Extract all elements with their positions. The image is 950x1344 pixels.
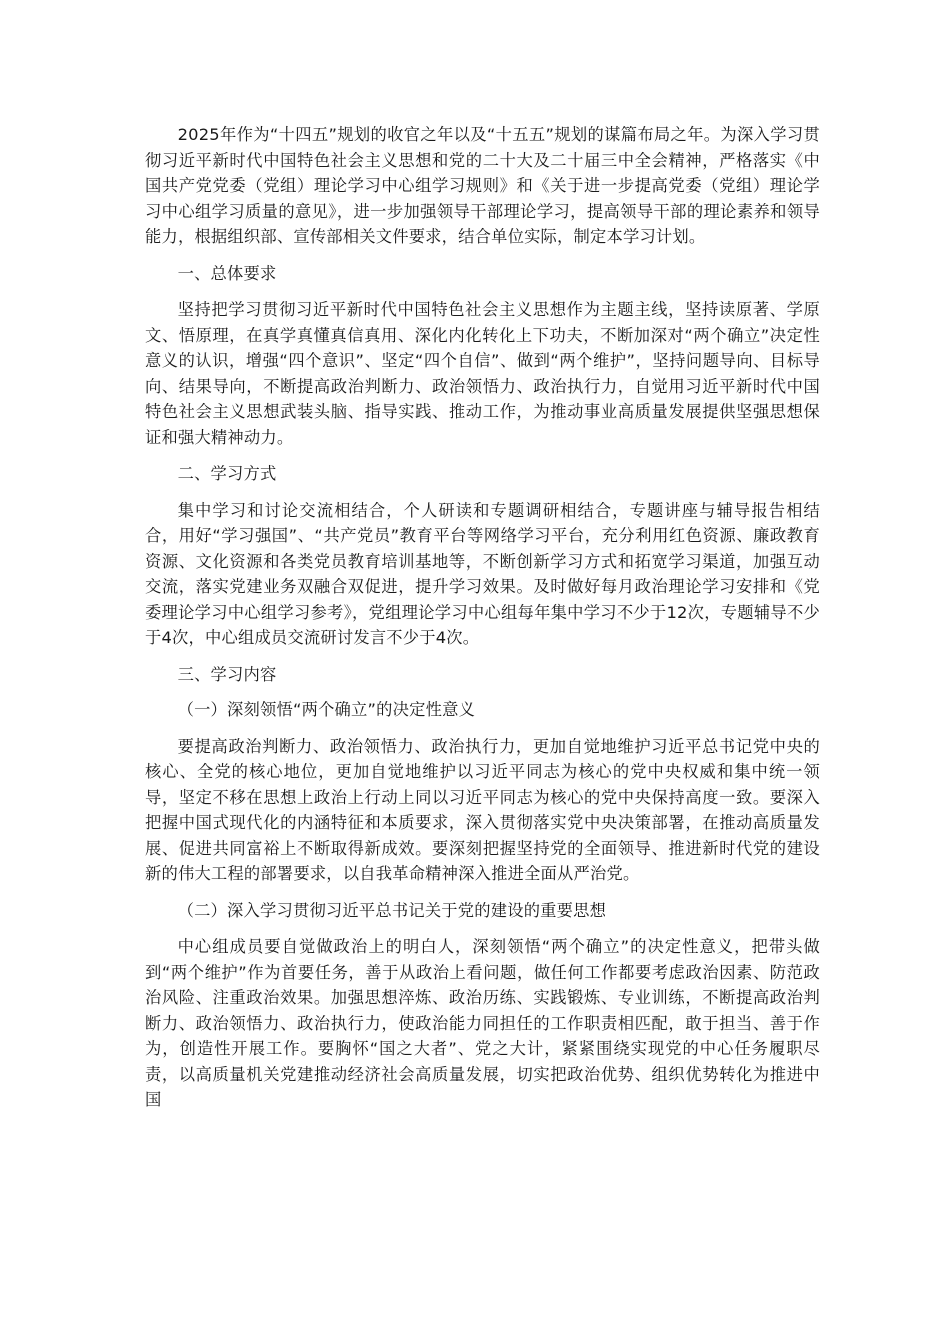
subsection-1-paragraph: 要提高政治判断力、政治领悟力、政治执行力，更加自觉地维护习近平总书记党中央的核心、全党的核心地位，更加自觉地维护以习近平同志为核心的党中央权威和集中统一领导，坚定不移在思想上政治上行动上同以习近平同志为核心的党中央保持高度一致。要深入把握中国式现代化的内涵特征和本质要求，深入贯彻落实党中央决策部署，在推动高质量发展、促进共同富裕上不断取得新成效。要深刻把握坚持党的全面领导、推进新时代党的建设新的伟大工程的部署要求，以自我革命精神深入推进全面从严治党。	[145, 736, 820, 883]
subsection-1-heading: （一）深刻领悟“两个确立”的决定性意义	[177, 700, 476, 719]
section-2-heading: 二、学习方式	[177, 464, 277, 483]
document-body	[145, 122, 820, 1113]
section-3-heading: 三、学习内容	[177, 664, 277, 684]
section-2-paragraph: 集中学习和讨论交流相结合，个人研读和专题调研相结合，专题讲座与辅导报告相结合，用好“学习强国”、“共产党员”教育平台等网络学习平台，充分利用红色资源、廉政教育资源、文化资源和各类党员教育培训基地等，不断创新学习方式和拓宽学习渠道，加强互动交流，落实党建业务双融合双促进，提升学习效果。及时做好每月政治理论学习安排和《党委理论学习中心组学习参考》，党组理论学习中心组每年集中学习不少于12次，专题辅导不少于4次，中心组成员交流研讨发言不少于4次。	[145, 500, 820, 647]
section-1-paragraph: 坚持把学习贯彻习近平新时代中国特色社会主义思想作为主题主线，坚持读原著、学原文、悟原理，在真学真懂真信真用、深化内化转化上下功夫，不断加深对“两个确立”决定性意义的认识，增强“四个意识”、坚定“四个自信”、做到“两个维护”，坚持问题导向、目标导向、结果导向，不断提高政治判断力、政治领悟力、政治执行力，自觉用习近平新时代中国特色社会主义思想武装头脑、指导实践、推动工作，为推动事业高质量发展提供坚强思想保证和强大精神动力。	[145, 300, 820, 447]
section-1-heading: 一、总体要求	[177, 263, 277, 283]
subsection-2-heading: （二）深入学习贯彻习近平总书记关于党的建设的重要思想	[177, 900, 607, 920]
subsection-2-paragraph: 中心组成员要自觉做政治上的明白人，深刻领悟“两个确立”的决定性意义，把带头做到“两个维护”作为首要任务，善于从政治上看问题，做任何工作都要考虑政治因素、防范政治风险、注重政治效果。加强思想淬炼、政治历练、实践锻炼、专业训练，不断提高政治判断力、政治领悟力、政治执行力，使政治能力同担任的工作职责相匹配，敢于担当、善于作为，创造性开展工作。要胸怀“国之大者”、党之大计，紧紧围绕实现党的中心任务履职尽责，以高质量机关党建推动经济社会高质量发展，切实把政治优势、组织优势转化为推进中国	[145, 937, 820, 1109]
intro-paragraph: 2025年作为“十四五”规划的收官之年以及“十五五”规划的谋篇布局之年。为深入学习贯彻习近平新时代中国特色社会主义思想和党的二十大及二十届三中全会精神，严格落实《中国共产党党委（党组）理论学习中心组学习规则》和《关于进一步提高党委（党组）理论学习中心组学习质量的意见》，进一步加强领导干部理论学习，提高领导干部的理论素养和领导能力，根据组织部、宣传部相关文件要求，结合单位实际，制定本学习计划。	[145, 125, 820, 246]
